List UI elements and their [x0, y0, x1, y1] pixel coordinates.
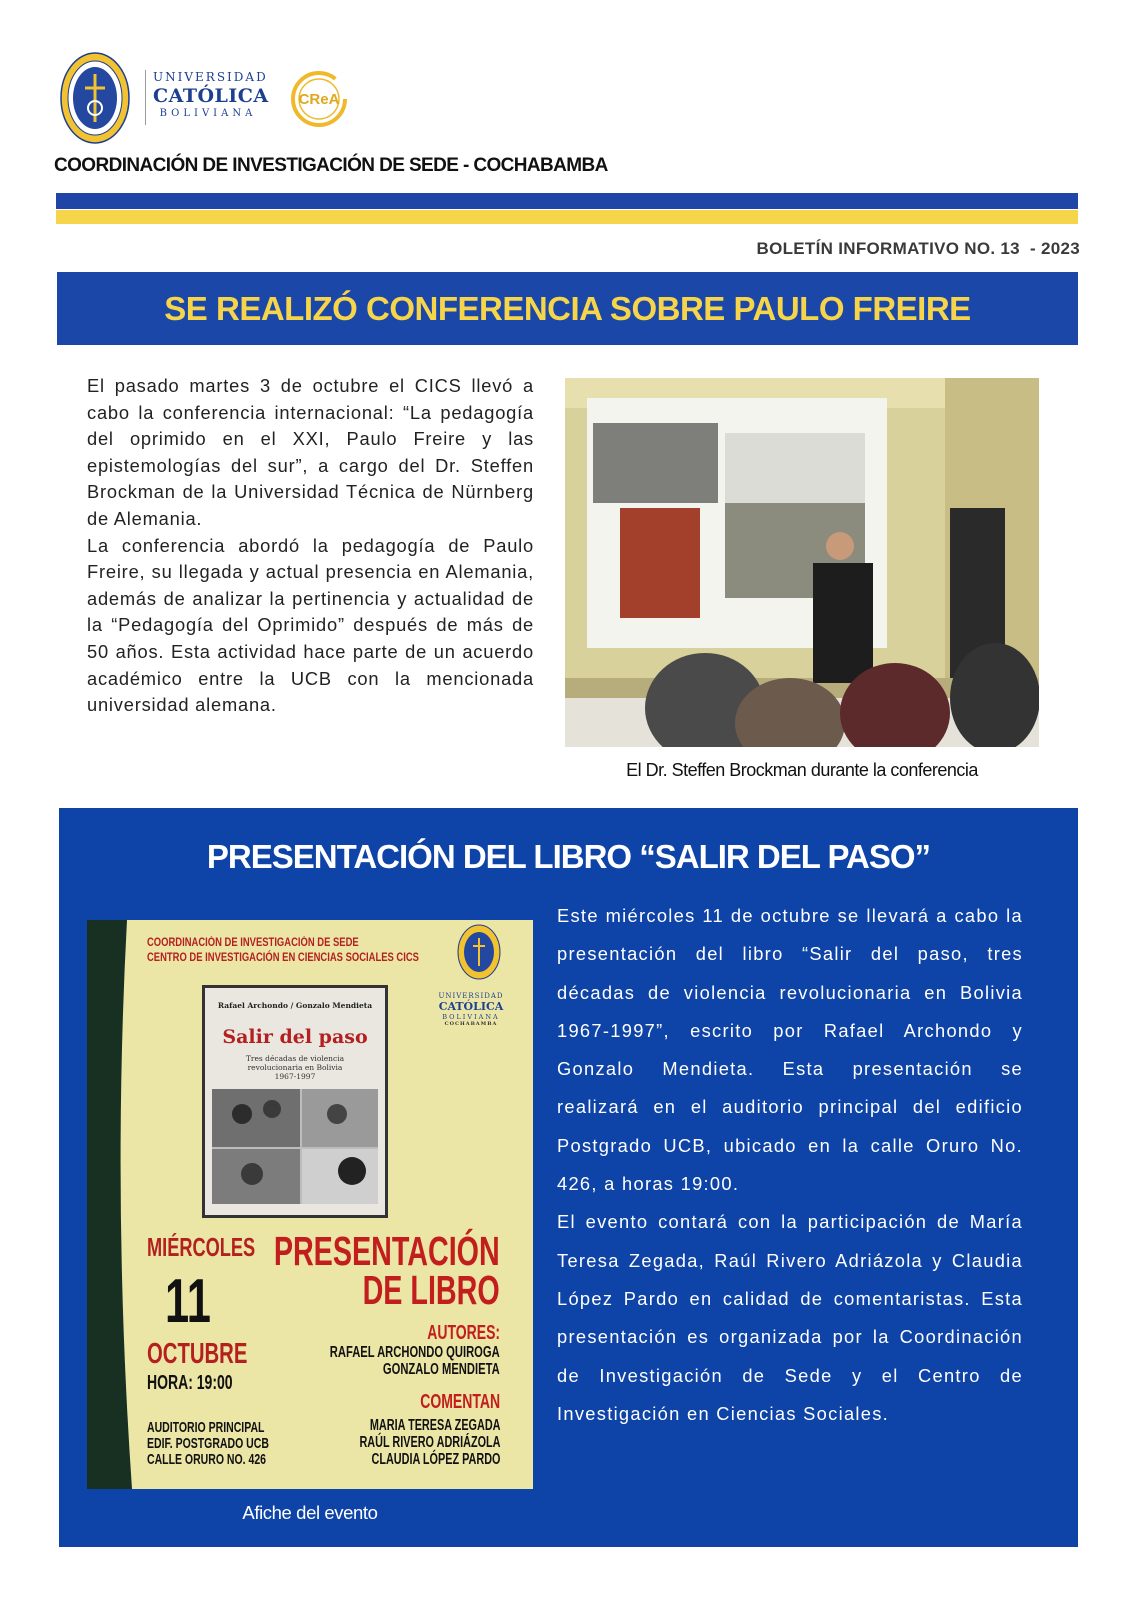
wordmark-line1: UNIVERSIDAD [153, 70, 268, 84]
book-subtitle-line2: revolucionaria en Bolivia [247, 1063, 343, 1072]
book-subtitle [205, 1054, 385, 1081]
logo-divider [145, 70, 146, 125]
poster-uni-line4: COCHABAMBA [444, 1021, 498, 1027]
poster-header-line2: CENTRO DE INVESTIGACIÓN EN CIENCIAS SOCIALES CICS [147, 952, 419, 964]
book-photo-collage [212, 1089, 378, 1204]
poster-presentation-line1: PRESENTACIÓN [274, 1228, 500, 1274]
poster-side-stripe [87, 920, 149, 1489]
poster-commentator-1: MARIA TERESA ZEGADA [369, 1417, 500, 1434]
poster-authors-label: AUTORES: [427, 1322, 500, 1344]
poster-presentation-heading [274, 1228, 500, 1313]
book-authors: Rafael Archondo / Gonzalo Mendieta [217, 1001, 373, 1010]
book-subtitle-line1: Tres décadas de violencia [245, 1054, 345, 1063]
crea-logo-text: CReA [298, 91, 340, 108]
poster-venue-line3: CALLE ORURO NO. 426 [147, 1451, 267, 1468]
conference-photo [565, 378, 1039, 747]
section1-body [87, 373, 534, 719]
crea-logo [290, 70, 348, 128]
poster-venue [147, 1420, 269, 1468]
poster-commentators [359, 1417, 500, 1468]
poster-venue-line1: AUDITORIO PRINCIPAL [147, 1419, 265, 1436]
section2-title: PRESENTACIÓN DEL LIBRO “SALIR DEL PASO” [206, 838, 931, 875]
section2-paragraph1: Este miércoles 11 de octubre se llevará a cabo la presentación del libro “Salir del paso, tres décadas de violencia revolucionaria en Bolivia 1967-1997”, escrito por Rafael Archondo y Gonzalo Mendieta. Esta presentación se realizará en el auditorio principal del edificio Postgrado UCB, ubicado en la calle Oruro No. 426, a horas 19:00. [557, 905, 1023, 1195]
poster-author-1: RAFAEL ARCHONDO QUIROGA [330, 1344, 500, 1361]
poster-uni-line2: CATÓLICA [438, 1000, 504, 1013]
section1-paragraph1: El pasado martes 3 de octubre el CICS llevó a cabo la conferencia internacional: “La pedagogía del oprimido en el XXI, Paulo Freire y las epistemologías del sur”, a cargo del Dr. Steffen Brockman de la Universidad Técnica de Nürnberg de Alemania. [87, 375, 534, 529]
book-title: Salir del paso [222, 1026, 368, 1048]
wordmark-line2: CATÓLICA [153, 85, 269, 107]
poster-author-2: GONZALO MENDIETA [383, 1361, 500, 1378]
poster-authors [330, 1344, 500, 1378]
section2-paragraph2: El evento contará con la participación de María Teresa Zegada, Raúl Rivero Adriázola y Claudia López Pardo en calidad de comentaristas. Esta presentación es organizada por la Coordinación de Investigación de Sede y el Centro de Investigación en Ciencias Sociales. [557, 1211, 1023, 1424]
header-stripe-blue [56, 193, 1078, 209]
poster-uni-line3: BOLIVIANA [442, 1013, 500, 1021]
university-seal-logo [60, 52, 130, 144]
book-subtitle-line3: 1967-1997 [274, 1072, 316, 1081]
poster-month: OCTUBRE [147, 1338, 248, 1370]
book-cover [202, 985, 388, 1218]
section2-body [557, 897, 1023, 1433]
section2-panel [59, 808, 1078, 1547]
wordmark-line3: BOLIVIANA [159, 108, 257, 119]
header-stripe-yellow [56, 210, 1078, 224]
poster-header-line1: COORDINACIÓN DE INVESTIGACIÓN DE SEDE [147, 937, 359, 949]
section1-title: SE REALIZÓ CONFERENCIA SOBRE PAULO FREIRE [164, 289, 971, 327]
poster-uni-line1: UNIVERSIDAD [438, 992, 504, 1000]
poster-presentation-line2: DE LIBRO [362, 1267, 500, 1313]
bulletin-number: BOLETÍN INFORMATIVO NO. 13 - 2023 [756, 239, 1080, 258]
org-title: COORDINACIÓN DE INVESTIGACIÓN DE SEDE - COCHABAMBA [54, 155, 608, 176]
event-poster [87, 920, 533, 1489]
poster-header [147, 936, 419, 966]
poster-commentator-2: RAÚL RIVERO ADRIÁZOLA [358, 1434, 500, 1451]
poster-commentators-label: COMENTAN [420, 1391, 500, 1413]
poster-university-wordmark [437, 992, 505, 1027]
section1-banner [57, 272, 1078, 345]
poster-seal-logo [457, 924, 501, 980]
photo-caption: El Dr. Steffen Brockman durante la conferencia [626, 760, 978, 780]
poster-weekday: MIÉRCOLES [147, 1232, 256, 1262]
university-wordmark [153, 70, 269, 119]
poster-venue-line2: EDIF. POSTGRADO UCB [147, 1435, 269, 1452]
poster-hour: HORA: 19:00 [147, 1372, 233, 1394]
section1-paragraph2: La conferencia abordó la pedagogía de Paulo Freire, su llegada y actual presencia en Alemania, además de analizar la pertinencia y actualidad de la “Pedagogía del Oprimido” después de más de 50 años. Esta actividad hace parte de un acuerdo académico entre la UCB con la mencionada universidad alemana. [87, 534, 534, 716]
poster-day: 11 [165, 1267, 211, 1336]
poster-commentator-3: CLAUDIA LÓPEZ PARDO [371, 1451, 500, 1468]
poster-caption: Afiche del evento [242, 1502, 378, 1523]
